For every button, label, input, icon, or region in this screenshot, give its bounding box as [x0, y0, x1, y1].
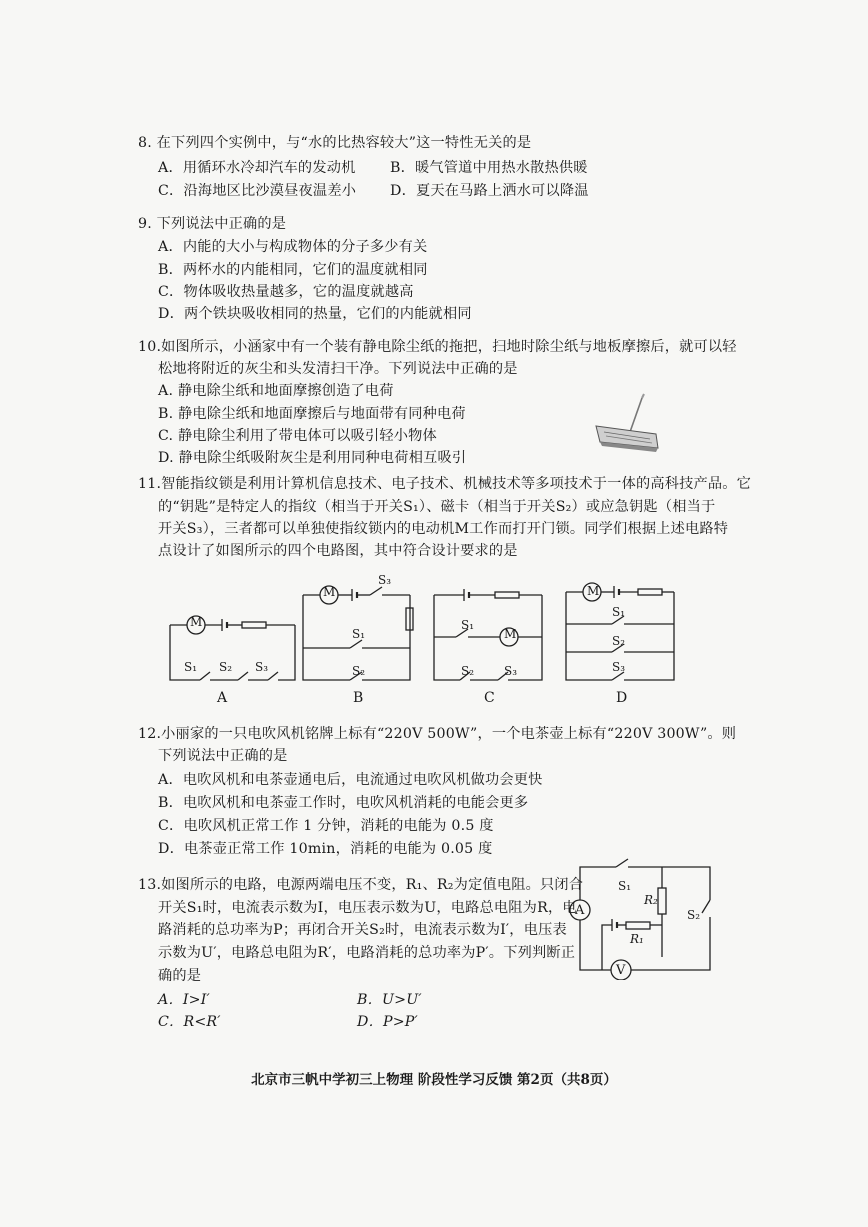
q11-stem-line-2: 的“钥匙”是特定人的指纹（相当于开关S₁）、磁卡（相当于开关S₂）或应急钥匙（相当于 — [158, 499, 716, 515]
circuit-b-s1-label: S₁ — [352, 627, 366, 641]
q8-option-b: B．暖气管道中用热水散热供暖 — [390, 160, 588, 176]
q11-stem-line-3: 开关S₃），三者都可以单独使指纹锁内的电动机M工作而打开门锁。同学们根据上述电路特 — [158, 521, 729, 537]
q8-option-a: A．用循环水冷却汽车的发动机 — [158, 160, 356, 176]
circuit-d-s2-label: S₂ — [612, 634, 626, 648]
q13-stem-line-4: 示数为U′，电路总电阻为R′，电路消耗的总功率为P′。下列判断正 — [158, 945, 576, 961]
q9-option-a: A．内能的大小与构成物体的分子多少有关 — [158, 239, 428, 255]
resistor-icon — [495, 592, 519, 598]
circuit-b-caption: B — [353, 690, 364, 706]
resistor-r2-icon — [658, 888, 666, 914]
q13-r1-label: R₁ — [630, 932, 644, 946]
q9-option-b: B．两杯水的内能相同，它们的温度就相同 — [158, 262, 428, 278]
circuit-c-s3-label: S₃ — [504, 664, 518, 678]
circuit-a-s3-label: S₃ — [255, 660, 269, 674]
q10-option-b: B. 静电除尘纸和地面摩擦后与地面带有同种电荷 — [158, 406, 466, 422]
resistor-icon — [638, 589, 662, 595]
q12-option-a: A．电吹风机和电茶壶通电后，电流通过电吹风机做功会更快 — [158, 772, 543, 788]
q12-option-d: D．电茶壶正常工作 10min，消耗的电能为 0.05 度 — [158, 841, 493, 857]
circuit-b-motor-label: M — [323, 585, 336, 599]
circuit-c — [434, 589, 542, 680]
q9-option-c: C．物体吸收热量越多，它的温度就越高 — [158, 284, 414, 300]
circuit-d-s3-label: S₃ — [612, 660, 626, 674]
q13-option-d: D．P>P′ — [357, 1014, 418, 1030]
q13-s1-label: S₁ — [618, 879, 632, 893]
q12-option-b: B．电吹风机和电茶壶工作时，电吹风机消耗的电能会更多 — [158, 795, 529, 811]
q8-stem: 8. 在下列四个实例中，与“水的比热容较大”这一特性无关的是 — [138, 135, 532, 151]
resistor-r1-icon — [626, 922, 650, 929]
circuit-c-s1-label: S₁ — [461, 618, 475, 632]
q9-option-d: D．两个铁块吸收相同的热量，它们的内能就相同 — [158, 306, 472, 322]
circuit-a-caption: A — [217, 690, 228, 706]
page-footer: 北京市三帆中学初三上物理 阶段性学习反馈 第2页（共8页） — [251, 1072, 617, 1088]
q13-option-a: A．I>I′ — [158, 992, 210, 1008]
q10-option-a: A. 静电除尘纸和地面摩擦创造了电荷 — [158, 383, 394, 399]
q12-stem-line-2: 下列说法中正确的是 — [158, 748, 288, 764]
circuit-b-s3-label: S₃ — [378, 573, 392, 587]
q13-option-b: B．U>U′ — [357, 992, 422, 1008]
circuit-c-s2-label: S₂ — [461, 664, 475, 678]
q13-r2-label: R₂ — [644, 893, 658, 907]
q8-option-d: D．夏天在马路上洒水可以降温 — [390, 183, 589, 199]
q12-option-c: C．电吹风机正常工作 1 分钟，消耗的电能为 0.5 度 — [158, 818, 494, 834]
q11-stem-line-4: 点设计了如图所示的四个电路图，其中符合设计要求的是 — [158, 543, 518, 559]
q10-stem-line-2: 松地将附近的灰尘和头发清扫干净。下列说法中正确的是 — [158, 361, 518, 377]
circuit-d-caption: D — [616, 690, 628, 706]
circuit-c-motor-label: M — [504, 627, 517, 641]
q13-stem-line-1: 13.如图所示的电路，电源两端电压不变，R₁、R₂为定值电阻。只闭合 — [138, 877, 584, 893]
q13-stem-line-5: 确的是 — [158, 968, 202, 984]
circuit-a-s1-label: S₁ — [184, 660, 198, 674]
q13-stem-line-3: 路消耗的总功率为P；再闭合开关S₂时，电流表示数为I′，电压表 — [158, 922, 567, 938]
q13-voltmeter-label: V — [616, 963, 626, 978]
circuit-c-caption: C — [484, 690, 495, 706]
circuit-a-s2-label: S₂ — [219, 660, 233, 674]
circuit-a-motor-label: M — [190, 615, 203, 629]
q10-option-c: C. 静电除尘利用了带电体可以吸引轻小物体 — [158, 428, 437, 444]
q9-stem: 9. 下列说法中正确的是 — [138, 216, 287, 232]
q13-s2-label: S₂ — [687, 908, 701, 922]
q10-stem-line-1: 10.如图所示，小涵家中有一个装有静电除尘纸的拖把，扫地时除尘纸与地板摩擦后，就可以轻 — [138, 339, 737, 355]
q10-option-d: D. 静电除尘纸吸附灰尘是利用同种电荷相互吸引 — [158, 450, 467, 466]
q13-ammeter-label: A — [575, 903, 585, 918]
q13-option-c: C．R<R′ — [158, 1014, 221, 1030]
q13-stem-line-2: 开关S₁时，电流表示数为I，电压表示数为U，电路总电阻为R，电 — [158, 900, 577, 916]
mop-picture — [590, 392, 670, 462]
q12-stem-line-1: 12.小丽家的一只电吹风机铭牌上标有“220V 500W”，一个电茶壶上标有“220V 300W”。则 — [138, 726, 737, 742]
circuit-b-s2-label: S₂ — [352, 664, 366, 678]
q8-option-c: C．沿海地区比沙漠昼夜温差小 — [158, 183, 357, 199]
q11-circuit-diagrams — [150, 570, 690, 715]
circuit-d-motor-label: M — [587, 584, 600, 598]
circuit-d-s1-label: S₁ — [612, 605, 626, 619]
q11-stem-line-1: 11.智能指纹锁是利用计算机信息技术、电子技术、机械技术等多项技术于一体的高科技产品。它 — [138, 476, 752, 492]
resistor-icon — [242, 622, 266, 628]
q13-circuit-diagram — [566, 855, 726, 980]
